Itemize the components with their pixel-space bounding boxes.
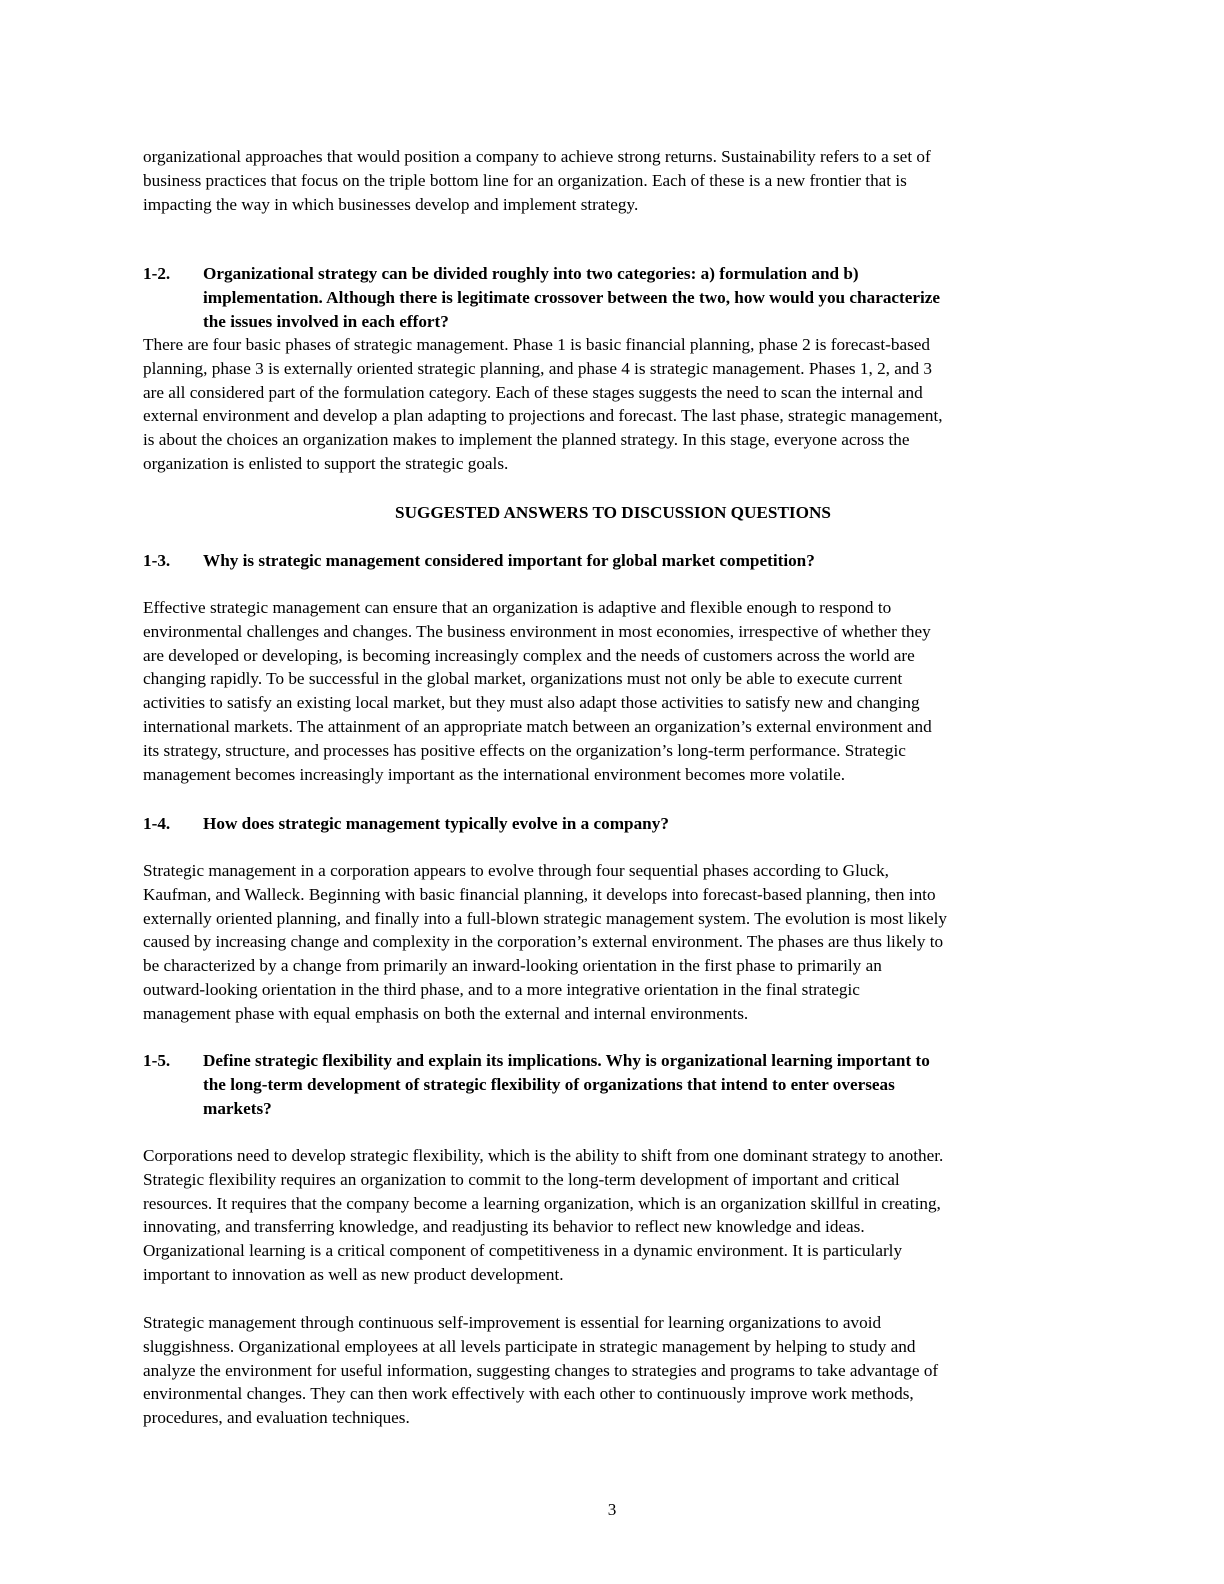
text-line: management becomes increasingly important as the international environment becomes more volatile. xyxy=(143,764,846,784)
text-line: Corporations need to develop strategic flexibility, which is the ability to shift from one dominant strategy to another. xyxy=(143,1146,944,1165)
text-line: are developed or developing, is becoming increasingly complex and the needs of customers across the world are xyxy=(143,645,915,665)
text-line: the long-term development of strategic flexibility of organizations that intend to enter overseas xyxy=(203,1074,895,1094)
question-text xyxy=(203,549,1083,573)
text-line: organizational approaches that would position a company to achieve strong returns. Sustainability refers to a set of xyxy=(143,147,931,166)
text-line: analyze the environment for useful information, suggesting changes to strategies and programs to take advantage of xyxy=(143,1360,939,1380)
question-text xyxy=(203,262,1083,333)
text-line: caused by increasing change and complexity in the corporation’s external environment. The phases are thus likely to xyxy=(143,932,944,952)
text-line: planning, phase 3 is externally oriented strategic planning, and phase 4 is strategic management. Phases 1, 2, and 3 xyxy=(143,358,932,378)
text-line: outward-looking orientation in the third phase, and to a more integrative orientation in the final strategic xyxy=(143,979,860,999)
question-number: 1-3. xyxy=(143,551,171,570)
page-number: 3 xyxy=(607,1500,617,1519)
text-line: organization is enlisted to support the strategic goals. xyxy=(143,453,509,473)
section-heading: SUGGESTED ANSWERS TO DISCUSSION QUESTIONS xyxy=(395,503,831,522)
text-line: business practices that focus on the triple bottom line for an organization. Each of these is a new frontier that is xyxy=(143,170,907,190)
text-line: Effective strategic management can ensure that an organization is adaptive and flexible enough to respond to xyxy=(143,598,892,617)
text-line: externally oriented planning, and finally into a full-blown strategic management system. The evolution is most likely xyxy=(143,908,947,928)
answer-1-2 xyxy=(143,333,1083,476)
text-line: innovating, and transferring knowledge, and readjusting its behavior to reflect new knowledge and ideas. xyxy=(143,1217,865,1237)
text-line: changing rapidly. To be successful in the global market, organizations must not only be able to execute current xyxy=(143,669,903,689)
text-line: be characterized by a change from primarily an inward-looking orientation in the first phase to primarily an xyxy=(143,956,882,976)
question-1-4 xyxy=(143,812,1083,836)
text-line: the issues involved in each effort? xyxy=(203,311,449,331)
question-1-5 xyxy=(143,1049,1083,1120)
text-line: Why is strategic management considered important for global market competition? xyxy=(203,551,815,570)
text-line: impacting the way in which businesses develop and implement strategy. xyxy=(143,194,639,214)
answer-1-3 xyxy=(143,596,1083,786)
answer-1-5 xyxy=(143,1144,1083,1287)
intro-paragraph xyxy=(143,145,1083,216)
text-line: important to innovation as well as new product development. xyxy=(143,1264,564,1284)
question-1-2 xyxy=(143,262,1083,333)
text-line: resources. It requires that the company become a learning organization, which is an organization skillful in creating, xyxy=(143,1193,941,1213)
text-line: procedures, and evaluation techniques. xyxy=(143,1408,410,1428)
text-line: Organizational learning is a critical component of competitiveness in a dynamic environment. It is particularly xyxy=(143,1241,903,1261)
text-line: external environment and develop a plan adapting to projections and forecast. The last phase, strategic management, xyxy=(143,406,943,426)
text-line: international markets. The attainment of an appropriate match between an organization’s external environment and xyxy=(143,716,932,736)
text-line: are all considered part of the formulation category. Each of these stages suggests the need to scan the internal and xyxy=(143,382,923,402)
question-number: 1-5. xyxy=(143,1051,171,1070)
answer-1-5-continued xyxy=(143,1311,1083,1430)
text-line: is about the choices an organization makes to implement the planned strategy. In this stage, everyone across the xyxy=(143,430,910,450)
answer-1-4 xyxy=(143,859,1083,1026)
question-number: 1-4. xyxy=(143,814,171,833)
text-line: How does strategic management typically evolve in a company? xyxy=(203,814,669,833)
text-line: Strategic management in a corporation appears to evolve through four sequential phases according to Gluck, xyxy=(143,861,889,880)
text-line: markets? xyxy=(203,1098,272,1118)
question-1-3 xyxy=(143,549,1083,573)
text-line: environmental challenges and changes. The business environment in most economies, irrespective of whether they xyxy=(143,621,931,641)
text-line: Kaufman, and Walleck. Beginning with basic financial planning, it develops into forecast-based planning, then into xyxy=(143,884,936,904)
question-text xyxy=(203,812,1083,836)
text-line: environmental changes. They can then work effectively with each other to continuously improve work methods, xyxy=(143,1384,914,1404)
text-line: management phase with equal emphasis on both the external and internal environments. xyxy=(143,1003,749,1023)
text-line: Strategic flexibility requires an organization to commit to the long-term development of important and critical xyxy=(143,1169,900,1189)
text-line: Strategic management through continuous self-improvement is essential for learning organizations to avoid xyxy=(143,1313,882,1332)
text-line: its strategy, structure, and processes has positive effects on the organization’s long-term performance. Strategic xyxy=(143,740,906,760)
text-line: implementation. Although there is legitimate crossover between the two, how would you characterize xyxy=(203,287,941,307)
question-text xyxy=(203,1049,1083,1120)
text-line: activities to satisfy an existing local market, but they must also adapt those activities to satisfy new and changing xyxy=(143,693,920,713)
text-line: Organizational strategy can be divided roughly into two categories: a) formulation and b) xyxy=(203,264,859,283)
text-line: sluggishness. Organizational employees at all levels participate in strategic management by helping to study and xyxy=(143,1336,916,1356)
text-line: There are four basic phases of strategic management. Phase 1 is basic financial planning, phase 2 is forecast-based xyxy=(143,335,930,354)
text-line: Define strategic flexibility and explain its implications. Why is organizational learning important to xyxy=(203,1051,930,1070)
question-number: 1-2. xyxy=(143,264,171,283)
